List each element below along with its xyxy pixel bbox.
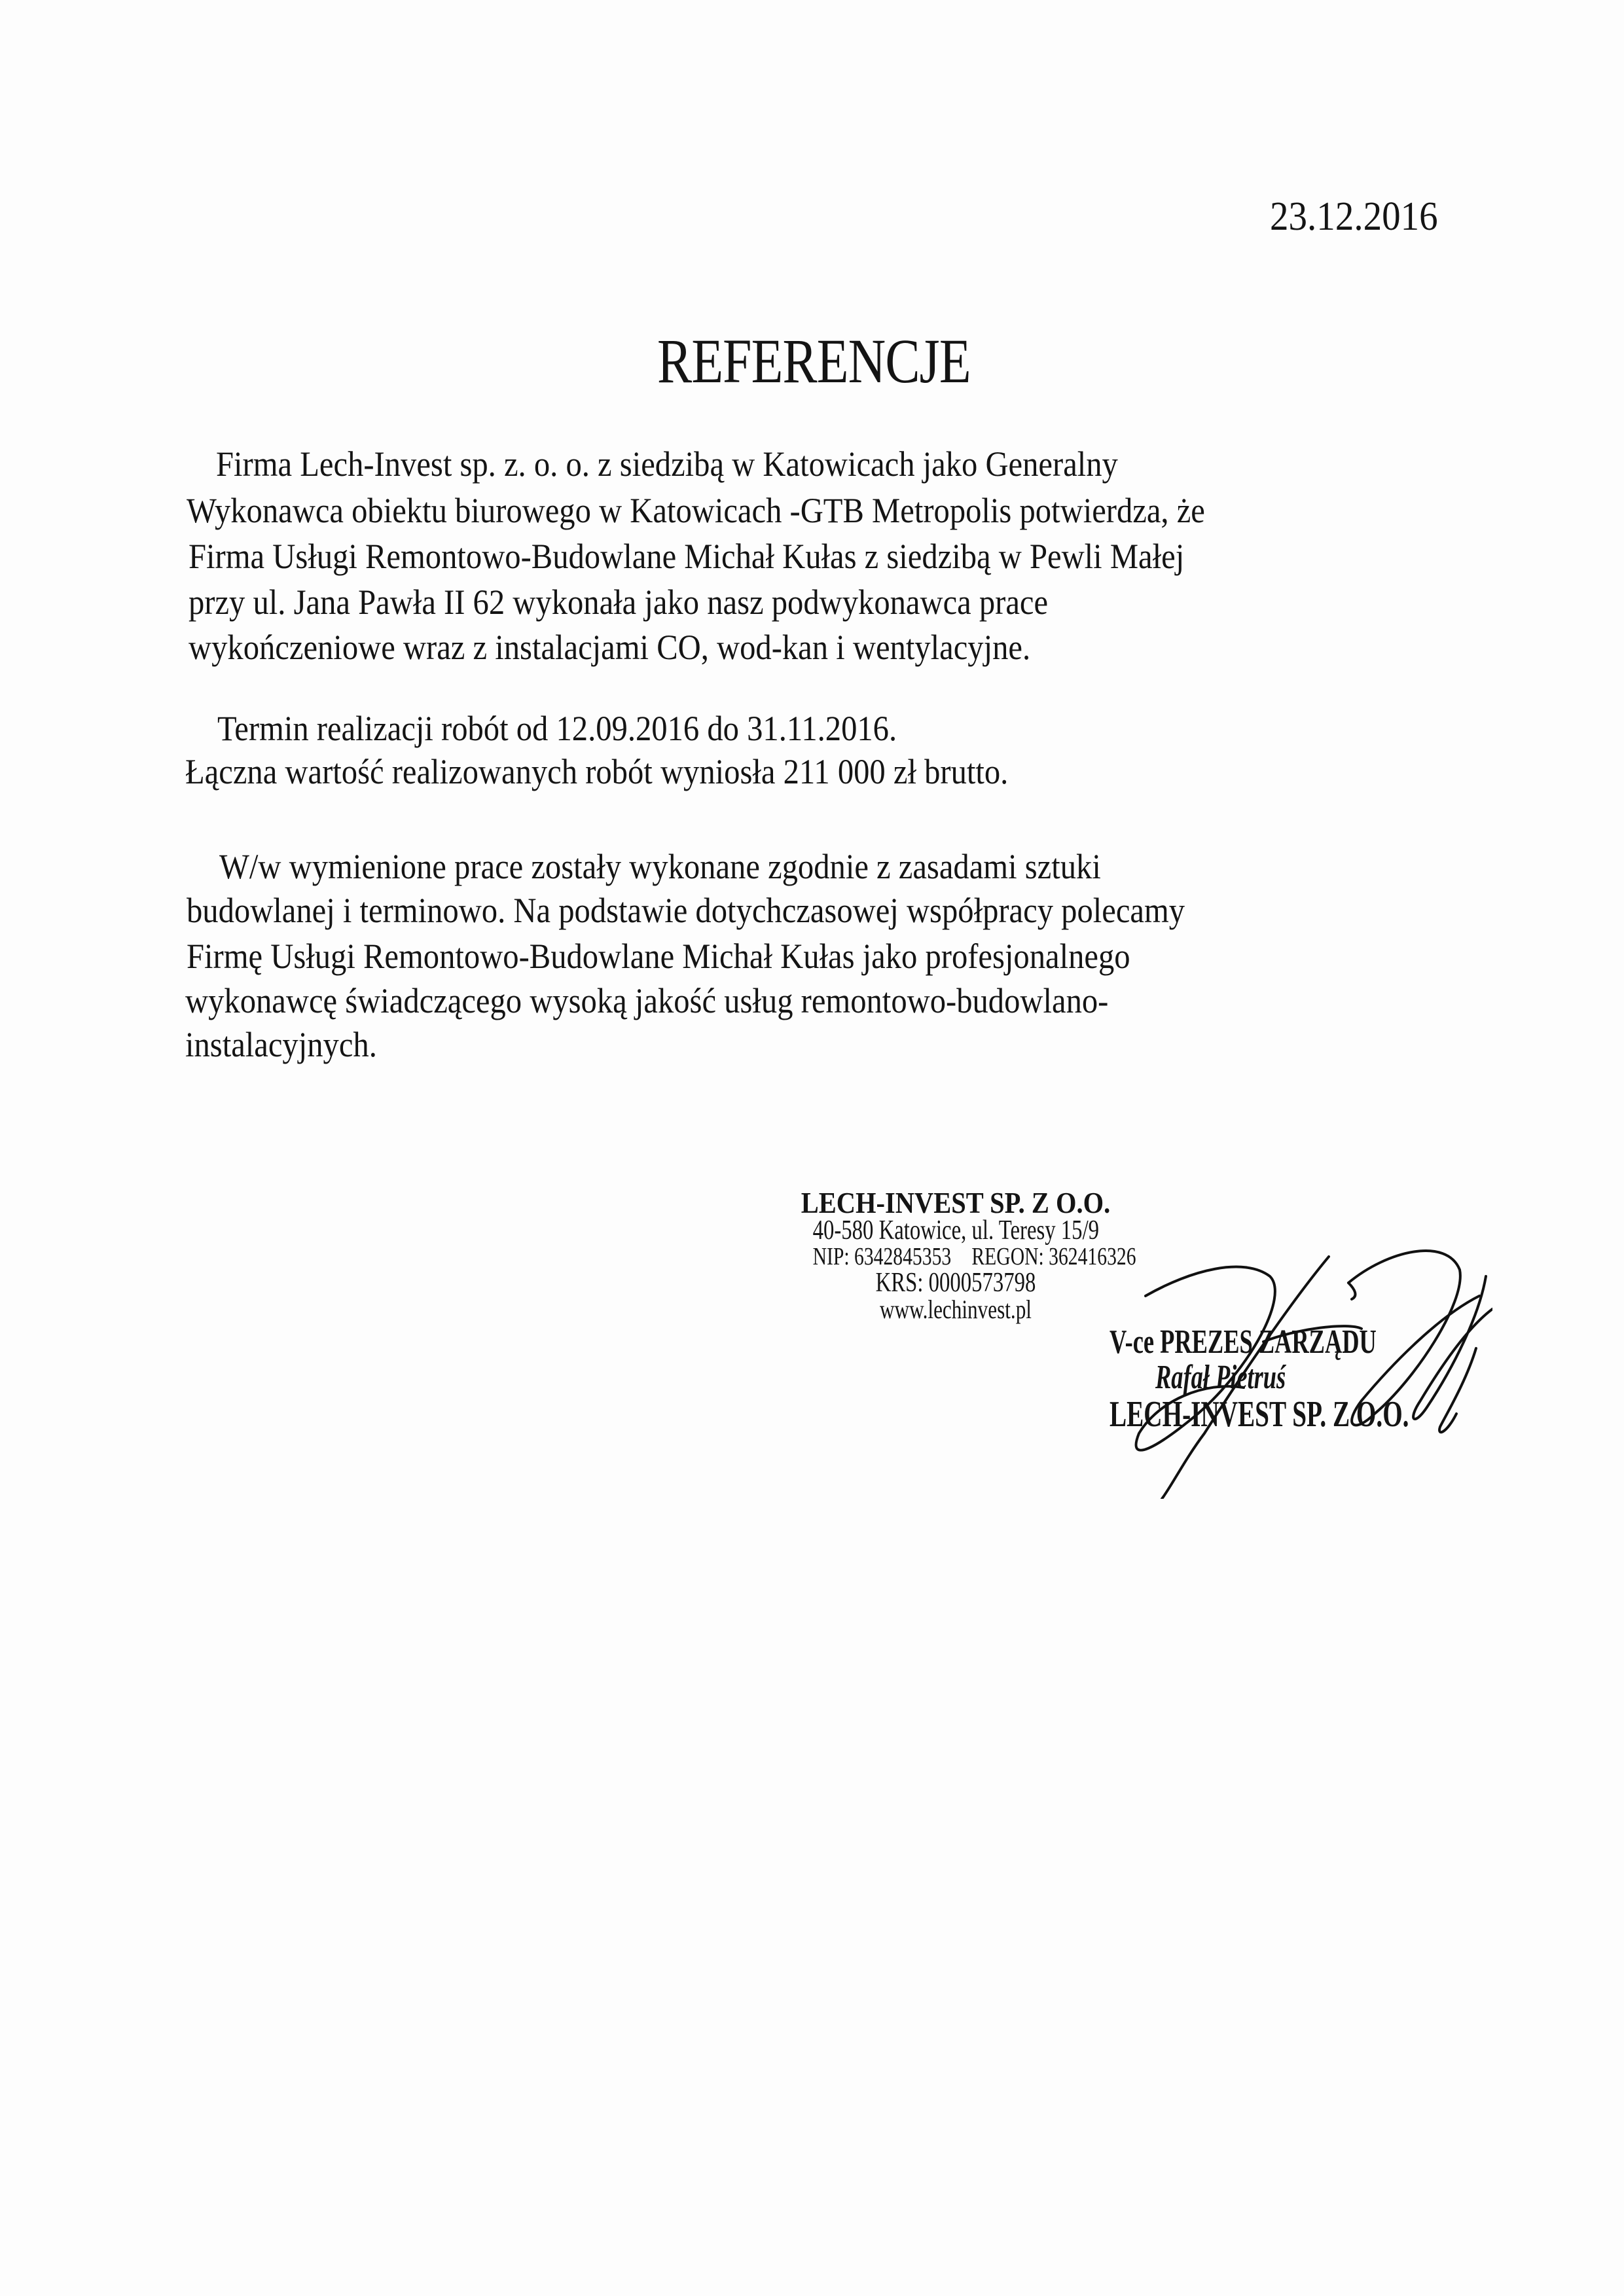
signatory-name: Rafał Pietruś [1155, 1359, 1286, 1396]
paragraph-line: W/w wymienione prace zostały wykonane zgodnie z zasadami sztuki [219, 847, 1101, 886]
paragraph-line: budowlanej i terminowo. Na podstawie dotychczasowej współpracy polecamy [187, 891, 1185, 930]
paragraph-line: Wykonawca obiektu biurowego w Katowicach -GTB Metropolis potwierdza, że [187, 491, 1205, 530]
company-stamp [772, 1188, 1139, 1323]
paragraph-line: Termin realizacji robót od 12.09.2016 do 31.11.2016. [217, 709, 897, 748]
stamp-website: www.lechinvest.pl [880, 1295, 1032, 1324]
stamp-ids [812, 1243, 1136, 1270]
paragraph-line: wykonawcę świadczącego wysoką jakość usług remontowo-budowlano- [185, 981, 1109, 1020]
document-date: 23.12.2016 [1270, 194, 1438, 239]
paragraph-line: instalacyjnych. [185, 1025, 377, 1064]
signature-stroke [1348, 1283, 1355, 1299]
paragraph-line: Firmę Usługi Remontowo-Budowlane Michał Kułas jako profesjonalnego [187, 937, 1130, 976]
signatory-stamp [1110, 1323, 1409, 1435]
paragraph-line: wykończeniowe wraz z instalacjami CO, wod-kan i wentylacyjne. [189, 628, 1031, 667]
signatory-company: LECH-INVEST SP. Z O.O. [1110, 1394, 1409, 1435]
stamp-nip: NIP: 6342845353 [812, 1243, 952, 1270]
stamp-address: 40-580 Katowice, ul. Teresy 15/9 [812, 1215, 1100, 1246]
stamp-krs: KRS: 0000573798 [875, 1268, 1036, 1298]
paragraph-line: przy ul. Jana Pawła II 62 wykonała jako nasz podwykonawca prace [189, 583, 1049, 622]
document-title: REFERENCJE [657, 326, 971, 396]
signatory-role: V-ce PREZES ZARZĄDU [1110, 1323, 1377, 1361]
stamp-regon: REGON: 362416326 [971, 1243, 1136, 1270]
paragraph-line: Firma Lech-Invest sp. z. o. o. z siedzibą w Katowicach jako Generalny [216, 444, 1118, 484]
paragraph-line: Firma Usługi Remontowo-Budowlane Michał Kułas z siedzibą w Pewli Małej [189, 537, 1185, 576]
stamp-company-name: LECH-INVEST SP. Z O.O. [801, 1186, 1111, 1219]
paragraph-line: Łączna wartość realizowanych robót wyniosła 211 000 zł brutto. [185, 752, 1009, 791]
signature-stroke [1413, 1276, 1492, 1419]
signature-stroke [1439, 1348, 1476, 1432]
